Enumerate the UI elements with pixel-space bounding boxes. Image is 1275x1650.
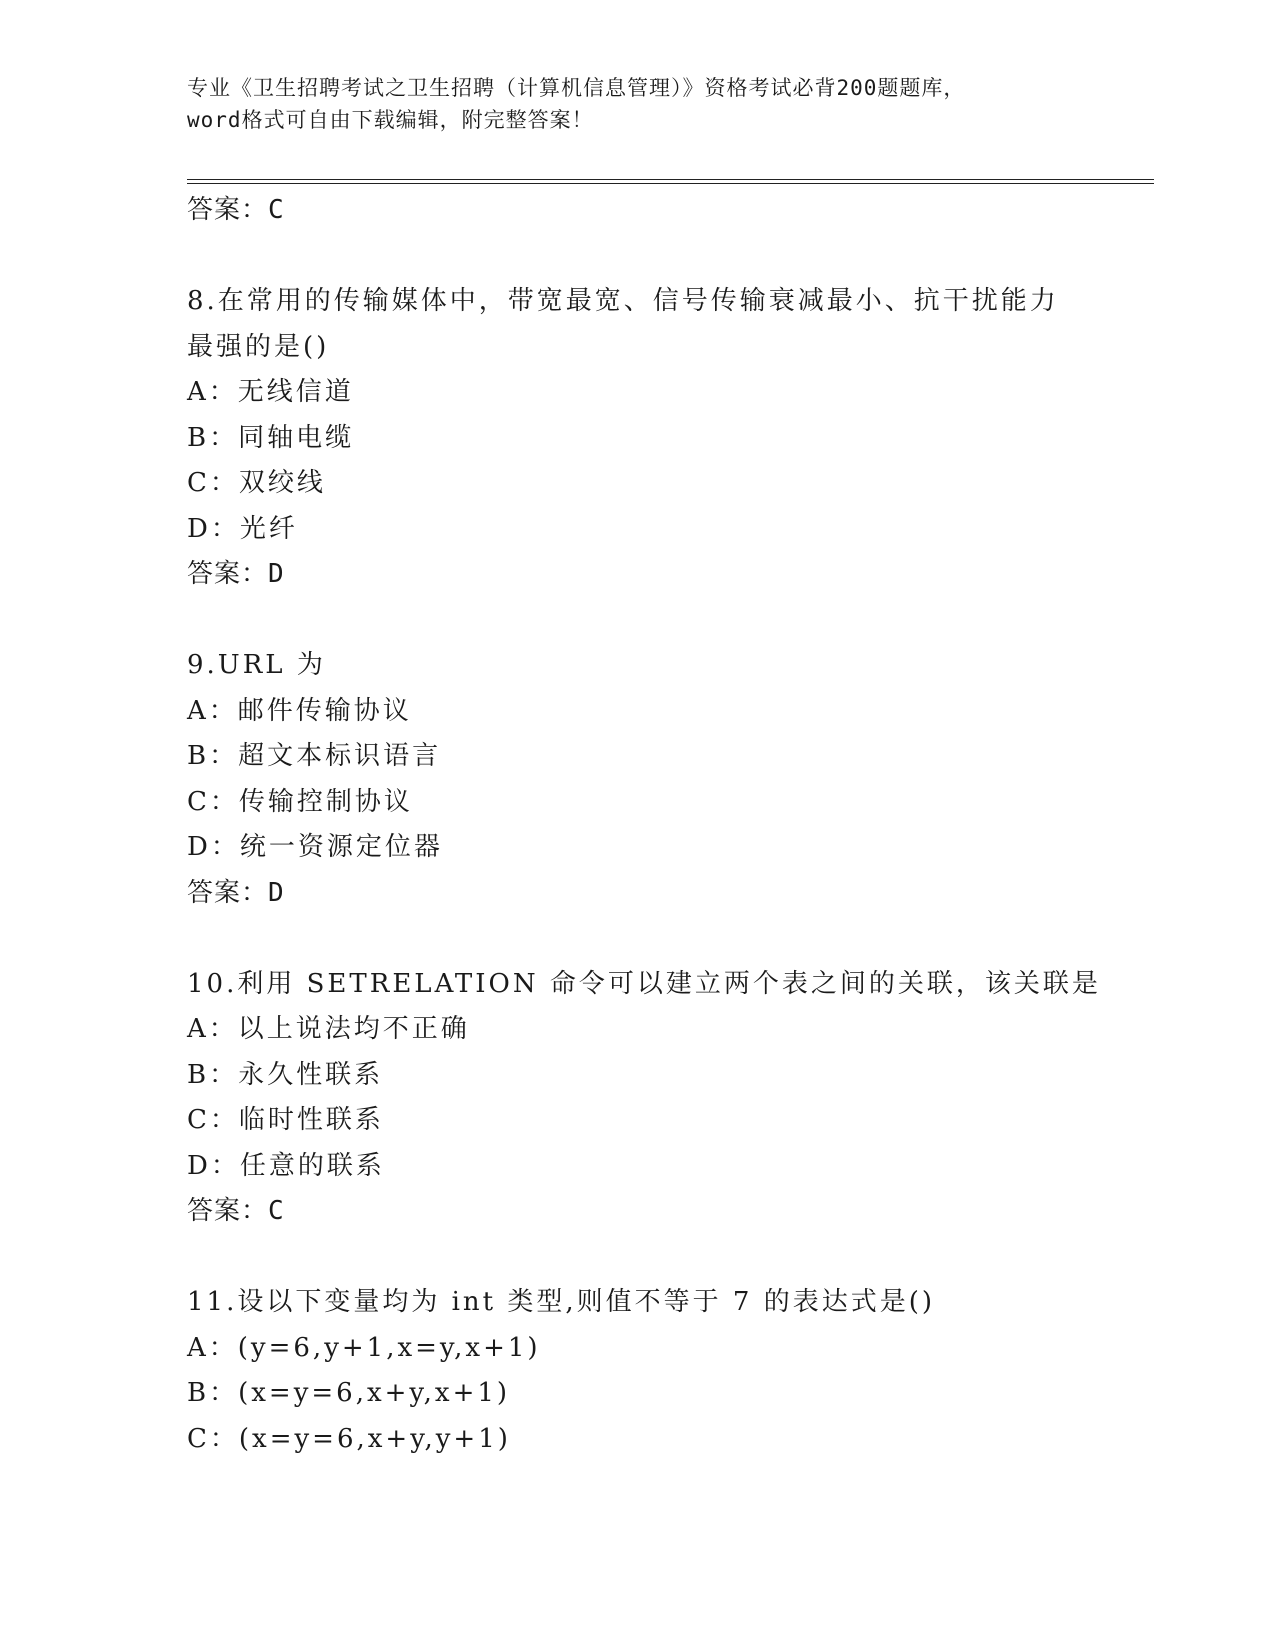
option-c: C：(x=y=6,x+y,y+1)	[187, 1423, 511, 1454]
question-list	[187, 188, 1147, 1462]
question-stem: 8.在常用的传输媒体中，带宽最宽、信号传输衰减最小、抗干扰能力	[187, 286, 1059, 316]
option-b: B：(x=y=6,x+y,x+1)	[187, 1378, 511, 1408]
spacer	[187, 916, 1147, 962]
question-stem: 9.URL 为	[187, 650, 326, 680]
option-c: C：临时性联系	[187, 1105, 384, 1135]
answer-line: 答案：D	[187, 559, 285, 589]
document-header	[187, 72, 1067, 136]
header-divider-top	[187, 179, 1154, 180]
header-title-line-1: 专业《卫生招聘考试之卫生招聘（计算机信息管理）》资格考试必背200题题库，	[187, 76, 966, 100]
option-b: B：永久性联系	[187, 1059, 384, 1090]
header-title-line-2: word格式可自由下载编辑，附完整答案！	[187, 108, 594, 132]
spacer	[187, 598, 1147, 644]
answer-line: 答案：C	[187, 1196, 285, 1226]
answer-line: 答案：C	[187, 195, 285, 225]
option-b: B：同轴电缆	[187, 422, 355, 453]
option-c: C：传输控制协议	[187, 786, 413, 817]
option-b: B：超文本标识语言	[187, 741, 442, 771]
spacer	[187, 234, 1147, 280]
question-8	[187, 279, 1147, 598]
option-a: A：邮件传输协议	[187, 695, 412, 726]
option-d: D：光纤	[187, 513, 298, 544]
option-a: A：以上说法均不正确	[187, 1014, 470, 1044]
question-9	[187, 643, 1147, 916]
option-a: A：无线信道	[187, 377, 354, 407]
question-stem: 最强的是()	[187, 331, 330, 362]
answer-line: 答案：D	[187, 877, 285, 908]
question-11	[187, 1280, 1147, 1462]
option-c: C：双绞线	[187, 468, 326, 498]
question-stem: 10.利用 SETRELATION 命令可以建立两个表之间的关联，该关联是	[187, 968, 1101, 999]
header-divider-bottom	[187, 183, 1154, 184]
option-a: A：(y=6,y+1,x=y,x+1)	[187, 1332, 541, 1363]
option-d: D：任意的联系	[187, 1150, 385, 1181]
spacer	[187, 1235, 1147, 1281]
option-d: D：统一资源定位器	[187, 832, 443, 862]
question-stem: 11.设以下变量均为 int 类型,则值不等于 7 的表达式是()	[187, 1287, 936, 1317]
question-10	[187, 962, 1147, 1235]
